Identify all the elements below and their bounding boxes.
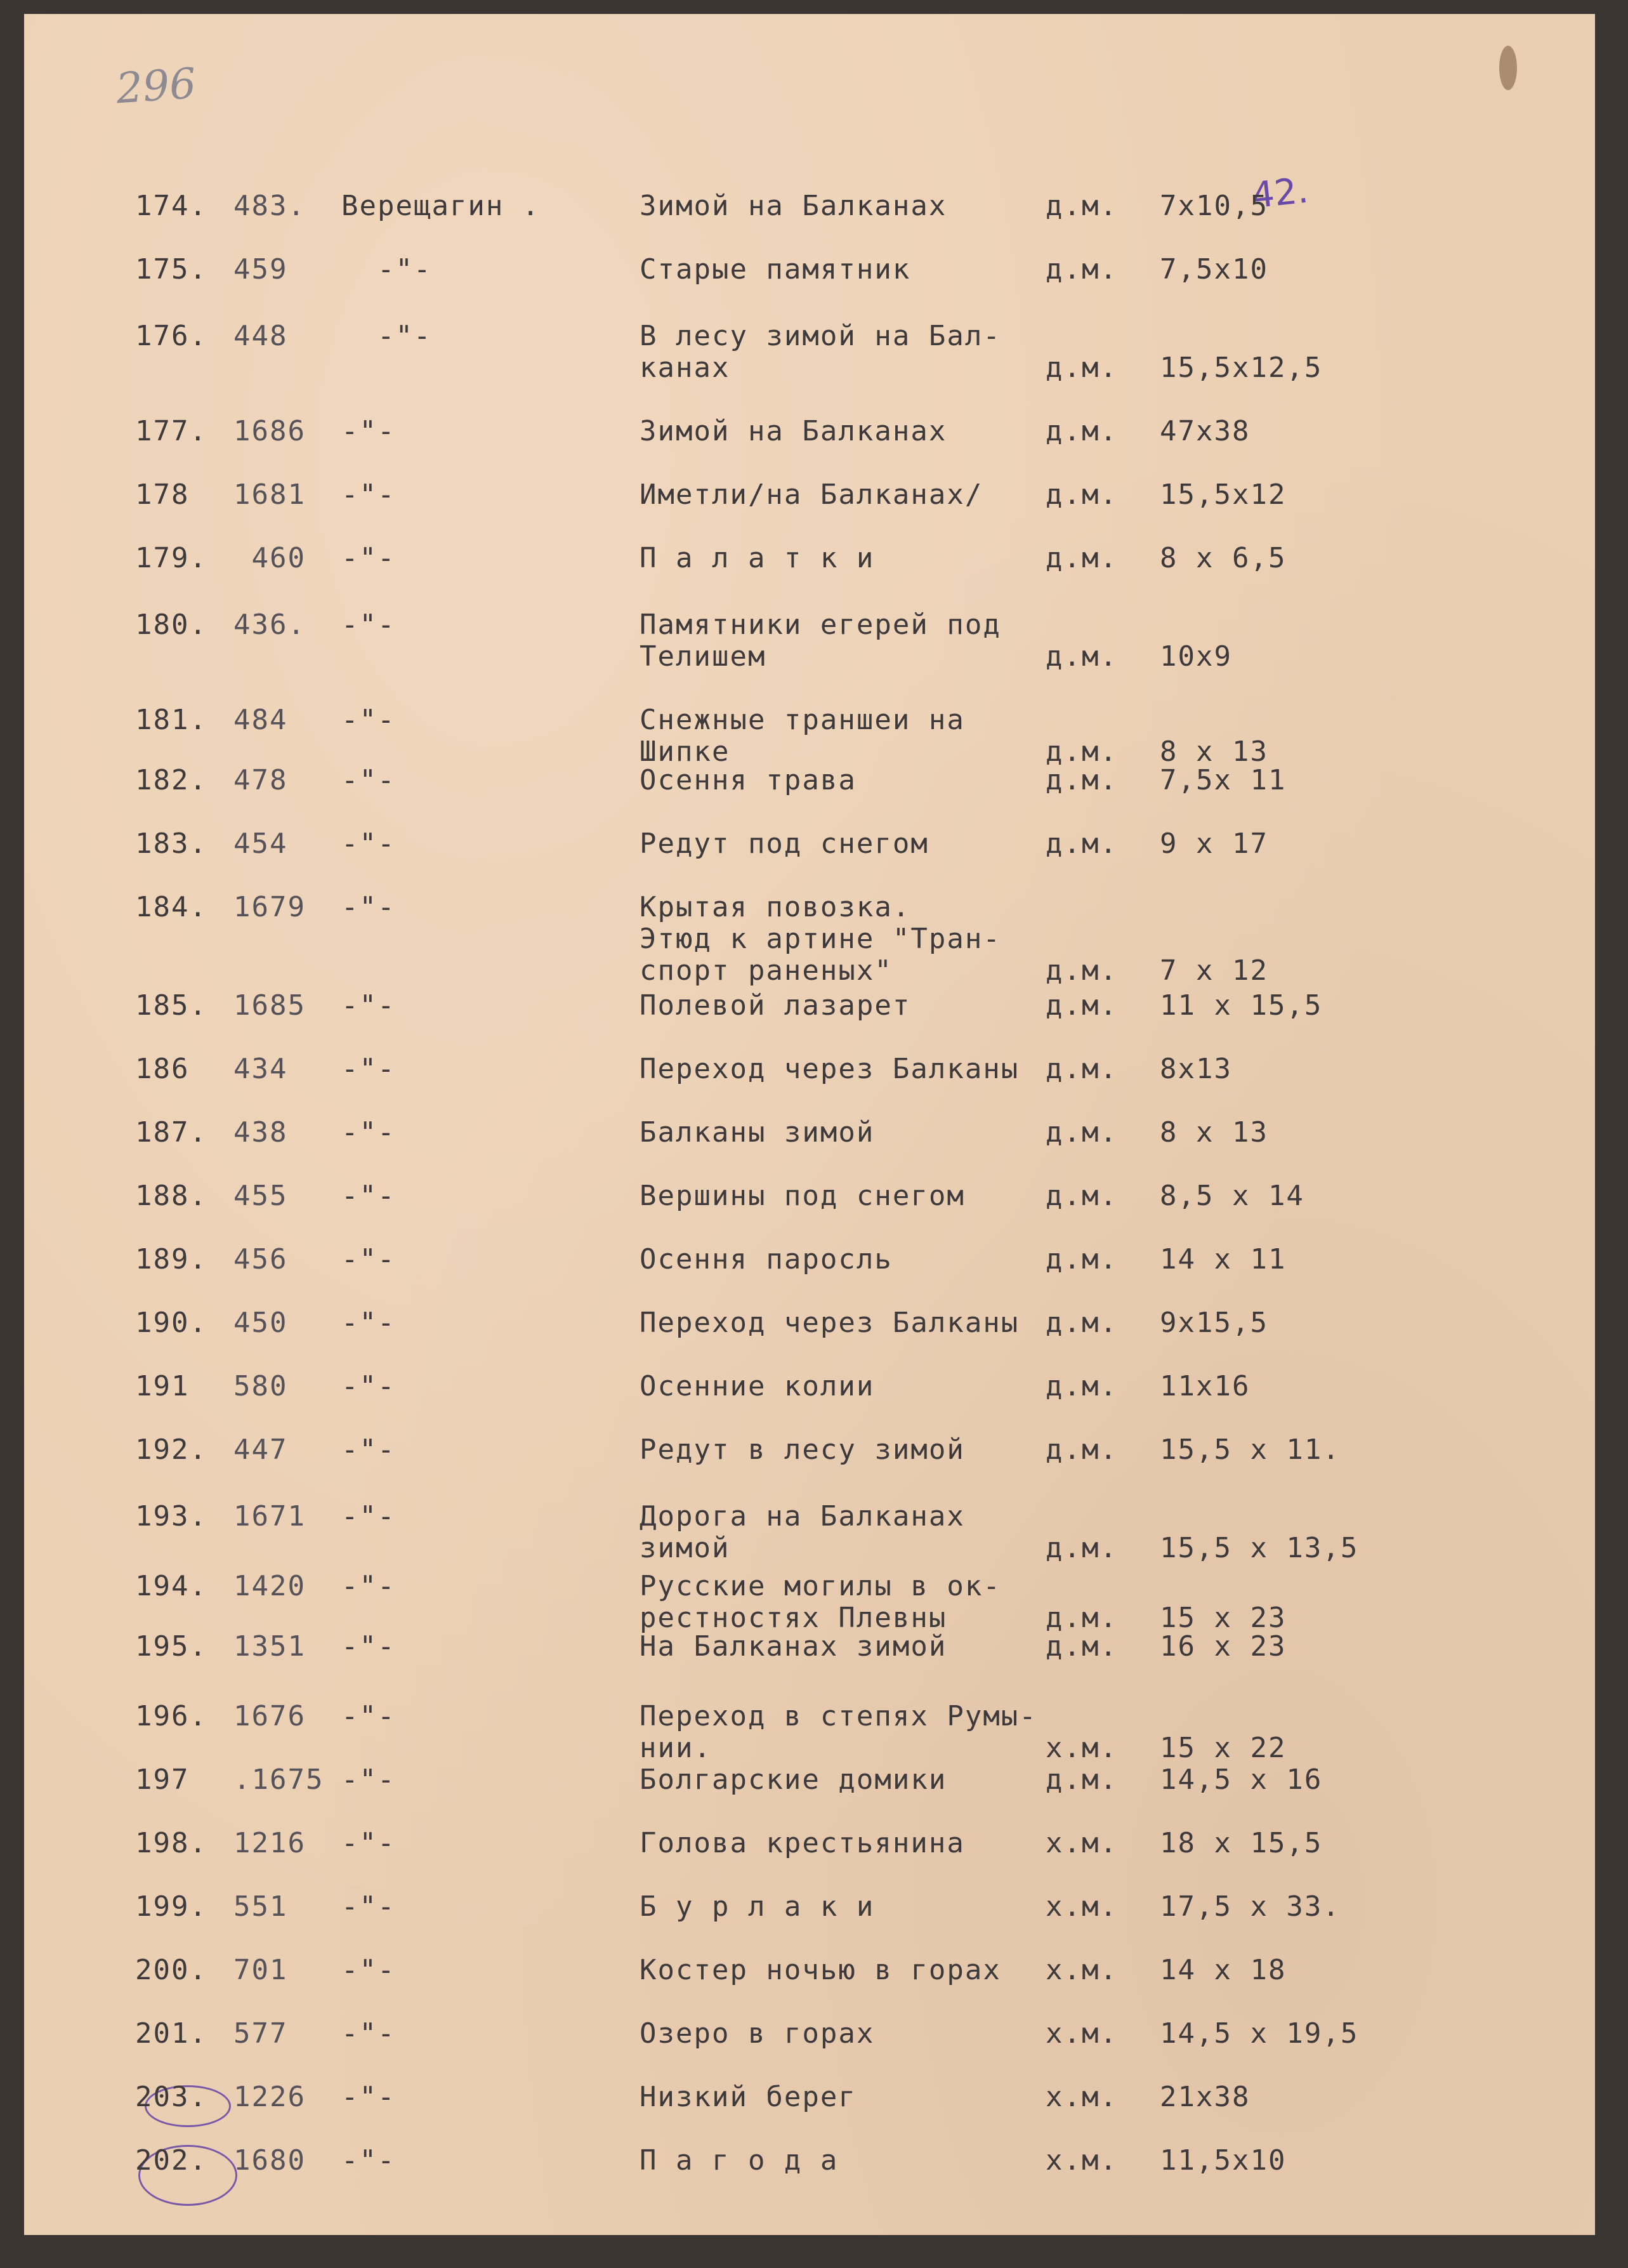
dimensions: 18 х 15,5: [1160, 1827, 1323, 1859]
dimensions: 8,5 х 14: [1160, 1180, 1304, 1212]
artwork-title: Крытая повозка. Этюд к артине "Тран- спорт раненых": [640, 891, 1001, 987]
author: -"-: [341, 1307, 396, 1339]
entry-number: 196.: [135, 1700, 207, 1732]
author: -"-: [341, 415, 396, 447]
entry-number: 185.: [135, 989, 207, 1022]
entry-number: 192.: [135, 1434, 207, 1466]
pencil-page-number: 296: [114, 58, 198, 114]
dimensions: 11х16: [1160, 1370, 1251, 1402]
artwork-title: Зимой на Балканах: [640, 190, 947, 222]
technique: д.м.: [1046, 1764, 1118, 1796]
dimensions: 21х38: [1160, 2081, 1251, 2113]
author: -"-: [341, 478, 396, 511]
author: -"-: [341, 989, 396, 1022]
technique: д.м.: [1046, 1180, 1118, 1212]
artwork-title: Памятники егерей под Телишем: [640, 609, 1001, 673]
dimensions: 16 х 23: [1160, 1630, 1287, 1663]
entry-number: 188.: [135, 1180, 207, 1212]
entry-number: 176.: [135, 320, 207, 352]
dimensions: 15 х 23: [1160, 1602, 1287, 1634]
entry-number: 202.: [135, 2144, 207, 2177]
inventory-number: 447: [233, 1434, 288, 1466]
author: -"-: [341, 2144, 396, 2177]
inventory-number: 434: [233, 1053, 288, 1085]
technique: д.м.: [1046, 1053, 1118, 1085]
author: -"-: [341, 2017, 396, 2050]
dimensions: 9 х 17: [1160, 827, 1268, 860]
inventory-number: 1685: [233, 989, 306, 1022]
technique: х.м.: [1046, 2017, 1118, 2050]
dimensions: 7х10,5: [1160, 190, 1268, 222]
dimensions: 7,5х 11: [1160, 764, 1287, 796]
inventory-number: 1676: [233, 1700, 306, 1732]
artwork-title: Зимой на Балканах: [640, 415, 947, 447]
artwork-title: Б у р л а к и: [640, 1890, 875, 1923]
dimensions: 14,5 х 19,5: [1160, 2017, 1359, 2050]
entry-number: 199.: [135, 1890, 207, 1923]
technique: х.м.: [1046, 1827, 1118, 1859]
entry-number: 179.: [135, 542, 207, 574]
entry-number: 187.: [135, 1116, 207, 1149]
author: Верещагин .: [341, 190, 541, 222]
inventory-number: .1675: [233, 1764, 324, 1796]
entry-number: 200.: [135, 1954, 207, 1986]
dimensions: 8 х 6,5: [1160, 542, 1287, 574]
author: -"-: [341, 1570, 396, 1602]
technique: д.м.: [1046, 1602, 1118, 1634]
technique: д.м.: [1046, 253, 1118, 286]
technique: д.м.: [1046, 989, 1118, 1022]
entry-number: 191: [135, 1370, 190, 1402]
author: -"-: [341, 1370, 396, 1402]
entry-number: 197: [135, 1764, 190, 1796]
technique: х.м.: [1046, 1954, 1118, 1986]
technique: х.м.: [1046, 2081, 1118, 2113]
technique: д.м.: [1046, 542, 1118, 574]
paper-stain: [1499, 46, 1517, 90]
dimensions: 14,5 х 16: [1160, 1764, 1323, 1796]
dimensions: 11 х 15,5: [1160, 989, 1323, 1022]
author: -"-: [341, 1827, 396, 1859]
dimensions: 8х13: [1160, 1053, 1232, 1085]
entry-number: 175.: [135, 253, 207, 286]
artwork-title: На Балканах зимой: [640, 1630, 947, 1663]
author: -"-: [341, 2081, 396, 2113]
artwork-title: В лесу зимой на Бал- канах: [640, 320, 1001, 384]
inventory-number: 701: [233, 1954, 288, 1986]
technique: д.м.: [1046, 827, 1118, 860]
artwork-title: Осенние колии: [640, 1370, 875, 1402]
inventory-number: 551: [233, 1890, 288, 1923]
artwork-title: Осення паросль: [640, 1243, 893, 1276]
entry-number: 174.: [135, 190, 207, 222]
artwork-title: Редут в лесу зимой: [640, 1434, 965, 1466]
artwork-title: Низкий берег: [640, 2081, 857, 2113]
technique: д.м.: [1046, 352, 1118, 384]
artwork-title: Редут под снегом: [640, 827, 929, 860]
inventory-number: 448: [233, 320, 288, 352]
dimensions: 7 х 12: [1160, 954, 1268, 987]
inventory-number: 1226: [233, 2081, 306, 2113]
dimensions: 8 х 13: [1160, 735, 1268, 768]
inventory-number: 456: [233, 1243, 288, 1276]
author: -"-: [341, 1053, 396, 1085]
technique: д.м.: [1046, 764, 1118, 796]
inventory-number: 1686: [233, 415, 306, 447]
ink-corner-mark: 42.: [1249, 169, 1311, 217]
inventory-number: 438: [233, 1116, 288, 1149]
dimensions: 7,5х10: [1160, 253, 1268, 286]
inventory-number: 484: [233, 704, 288, 736]
author: -"-: [341, 1434, 396, 1466]
dimensions: 9х15,5: [1160, 1307, 1268, 1339]
technique: д.м.: [1046, 640, 1118, 673]
author: -"-: [341, 253, 432, 286]
entry-number: 189.: [135, 1243, 207, 1276]
artwork-title: Голова крестьянина: [640, 1827, 965, 1859]
artwork-title: Снежные траншеи на Шипке: [640, 704, 965, 768]
technique: д.м.: [1046, 1630, 1118, 1663]
dimensions: 14 х 18: [1160, 1954, 1287, 1986]
dimensions: 17,5 х 33.: [1160, 1890, 1341, 1923]
author: -"-: [341, 320, 432, 352]
dimensions: 47х38: [1160, 415, 1251, 447]
inventory-number: 460: [233, 542, 306, 574]
artwork-title: Болгарские домики: [640, 1764, 947, 1796]
document-sheet: [24, 14, 1595, 2235]
technique: х.м.: [1046, 1732, 1118, 1764]
author: -"-: [341, 1954, 396, 1986]
inventory-number: 455: [233, 1180, 288, 1212]
entry-number: 177.: [135, 415, 207, 447]
artwork-title: Вершины под снегом: [640, 1180, 965, 1212]
author: -"-: [341, 1700, 396, 1732]
technique: д.м.: [1046, 954, 1118, 987]
entry-number: 180.: [135, 609, 207, 641]
inventory-number: 1420: [233, 1570, 306, 1602]
technique: д.м.: [1046, 1243, 1118, 1276]
inventory-number: 459: [233, 253, 288, 286]
technique: д.м.: [1046, 735, 1118, 768]
artwork-title: Дорога на Балканах зимой: [640, 1500, 965, 1564]
entry-number: 190.: [135, 1307, 207, 1339]
inventory-number: 450: [233, 1307, 288, 1339]
artwork-title: Костер ночью в горах: [640, 1954, 1001, 1986]
author: -"-: [341, 891, 396, 923]
technique: д.м.: [1046, 1370, 1118, 1402]
author: -"-: [341, 1890, 396, 1923]
artwork-title: Переход в степях Румы- нии.: [640, 1700, 1037, 1764]
technique: д.м.: [1046, 478, 1118, 511]
inventory-number: 1679: [233, 891, 306, 923]
entry-number: 203.: [135, 2081, 207, 2113]
author: -"-: [341, 1180, 396, 1212]
dimensions: 15,5х12,5: [1160, 352, 1323, 384]
artwork-title: Старые памятник: [640, 253, 911, 286]
inventory-number: 1216: [233, 1827, 306, 1859]
author: -"-: [341, 1243, 396, 1276]
technique: д.м.: [1046, 415, 1118, 447]
author: -"-: [341, 1116, 396, 1149]
entry-number: 181.: [135, 704, 207, 736]
entry-number: 182.: [135, 764, 207, 796]
dimensions: 15,5 х 11.: [1160, 1434, 1341, 1466]
author: -"-: [341, 1630, 396, 1663]
author: -"-: [341, 764, 396, 796]
artwork-title: Переход через Балканы: [640, 1307, 1020, 1339]
entry-number: 195.: [135, 1630, 207, 1663]
inventory-number: 577: [233, 2017, 288, 2050]
dimensions: 15,5 х 13,5: [1160, 1532, 1359, 1564]
inventory-number: 454: [233, 827, 288, 860]
technique: д.м.: [1046, 1434, 1118, 1466]
inventory-number: 1680: [233, 2144, 306, 2177]
technique: х.м.: [1046, 1890, 1118, 1923]
entry-number: 193.: [135, 1500, 207, 1533]
technique: д.м.: [1046, 190, 1118, 222]
entry-number: 194.: [135, 1570, 207, 1602]
artwork-title: Переход через Балканы: [640, 1053, 1020, 1085]
inventory-number: 1671: [233, 1500, 306, 1533]
inventory-number: 436.: [233, 609, 306, 641]
entry-number: 198.: [135, 1827, 207, 1859]
dimensions: 10х9: [1160, 640, 1232, 673]
artwork-title: Русские могилы в ок- рестностях Плевны: [640, 1570, 1001, 1634]
author: -"-: [341, 1764, 396, 1796]
artwork-title: Полевой лазарет: [640, 989, 911, 1022]
inventory-number: 1681: [233, 478, 306, 511]
artwork-title: П а г о д а: [640, 2144, 839, 2177]
entry-number: 201.: [135, 2017, 207, 2050]
author: -"-: [341, 827, 396, 860]
artwork-title: Озеро в горах: [640, 2017, 875, 2050]
dimensions: 15,5х12: [1160, 478, 1287, 511]
entry-number: 186: [135, 1053, 190, 1085]
dimensions: 8 х 13: [1160, 1116, 1268, 1149]
entry-number: 184.: [135, 891, 207, 923]
dimensions: 15 х 22: [1160, 1732, 1287, 1764]
author: -"-: [341, 609, 396, 641]
artwork-title: Иметли/на Балканах/: [640, 478, 983, 511]
dimensions: 14 х 11: [1160, 1243, 1287, 1276]
artwork-title: П а л а т к и: [640, 542, 875, 574]
inventory-number: 483.: [233, 190, 306, 222]
inventory-number: 580: [233, 1370, 288, 1402]
artwork-title: Осення трава: [640, 764, 857, 796]
technique: д.м.: [1046, 1307, 1118, 1339]
artwork-title: Балканы зимой: [640, 1116, 875, 1149]
technique: д.м.: [1046, 1532, 1118, 1564]
author: -"-: [341, 1500, 396, 1533]
technique: д.м.: [1046, 1116, 1118, 1149]
author: -"-: [341, 704, 396, 736]
technique: х.м.: [1046, 2144, 1118, 2177]
inventory-number: 1351: [233, 1630, 306, 1663]
entry-number: 183.: [135, 827, 207, 860]
dimensions: 11,5х10: [1160, 2144, 1287, 2177]
entry-number: 178: [135, 478, 190, 511]
inventory-number: 478: [233, 764, 288, 796]
author: -"-: [341, 542, 396, 574]
